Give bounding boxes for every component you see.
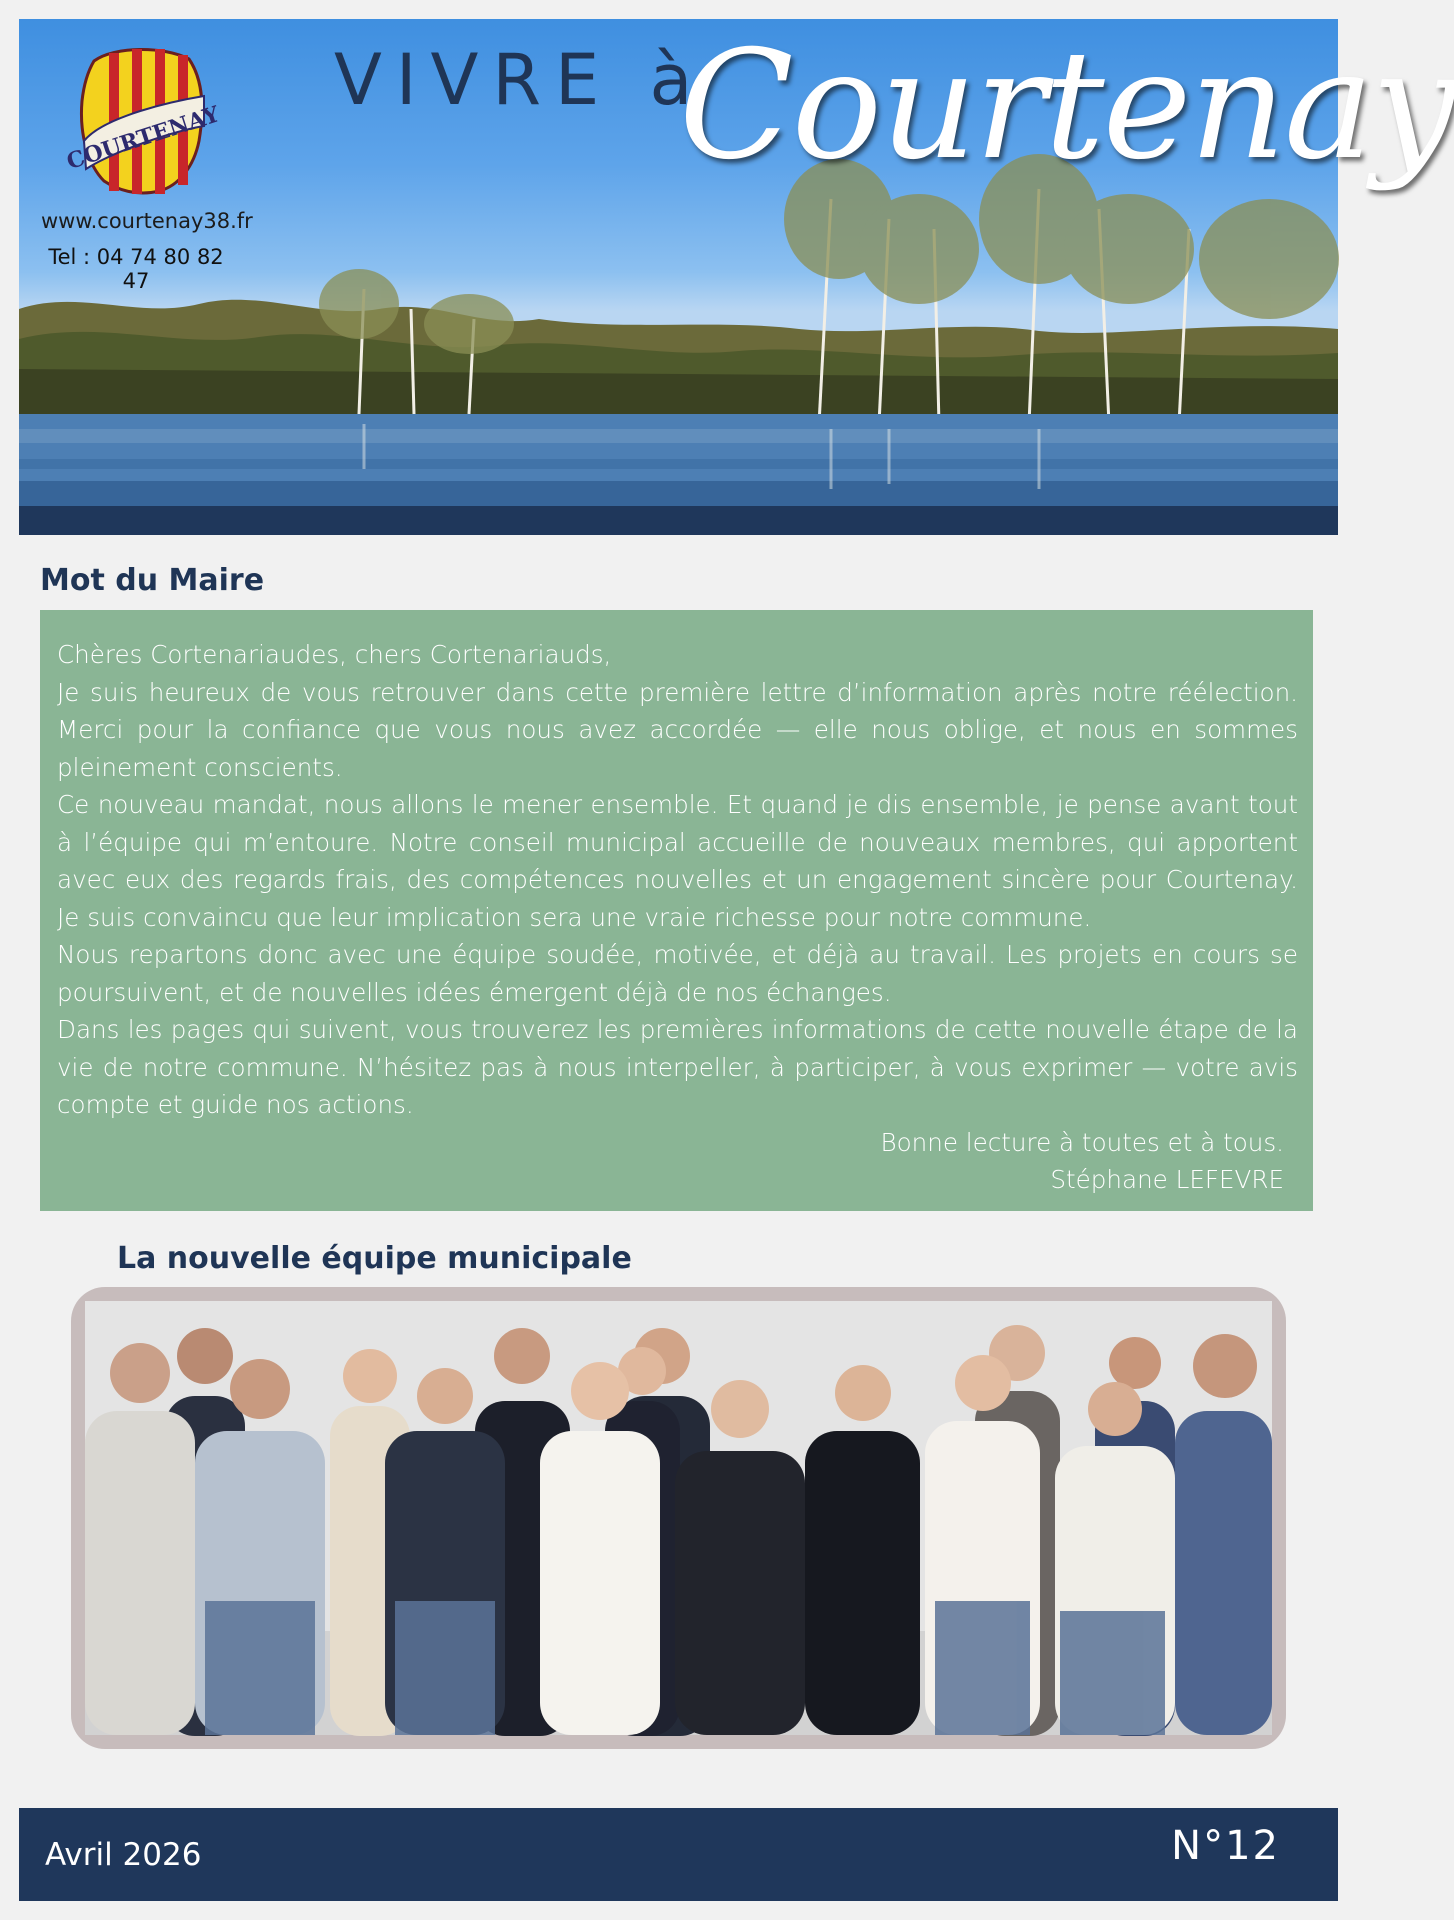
header-banner — [19, 19, 1454, 506]
crest-text: COURTENAY — [63, 101, 223, 176]
masthead-title: Courtenay — [679, 19, 1454, 193]
footer-bar — [19, 1808, 1338, 1901]
phone-number: Tel : 04 74 80 82 47 — [48, 245, 224, 293]
team-photo — [85, 1301, 1272, 1735]
paragraph: Je suis heureux de vous retrouver dans cette première lettre d’information après notre réélection. Merci pour la confiance que vous nous avez accordée — elle nous oblige, et nous en sommes pleinement conscients. — [57, 677, 1298, 782]
issue-date: Avril 2026 — [45, 1837, 202, 1873]
team-photo-frame — [71, 1287, 1286, 1749]
mot-du-maire-box — [40, 610, 1313, 1211]
courtenay-crest-logo — [63, 41, 223, 201]
equipe-heading: La nouvelle équipe municipale — [117, 1241, 632, 1276]
greeting: Chères Cortenariaudes, chers Cortenariauds, — [57, 640, 612, 669]
mot-du-maire-heading: Mot du Maire — [40, 563, 265, 598]
issue-number: N°12 — [1171, 1823, 1280, 1869]
paragraph: Ce nouveau mandat, nous allons le mener ensemble. Et quand je dis ensemble, je pense avant tout à l’équipe qui m’entoure. Notre conseil municipal accueille de nouveaux membres, qui apportent avec eux des regards frais, des compétences nouvelles et un engagement sincère pour Courtenay. Je suis convaincu que leur implication sera une vraie richesse pour notre commune. — [57, 790, 1298, 932]
paragraph: Nous repartons donc avec une équipe soudée, motivée, et déjà au travail. Les projets en cours se poursuivent, et de nouvelles idées émergent déjà de nos échanges. — [57, 940, 1298, 1007]
website-link[interactable]: www.courtenay38.fr — [41, 209, 253, 233]
closing-line: Bonne lecture à toutes et à tous. — [880, 1127, 1284, 1157]
masthead-prefix: VIVRE à — [334, 39, 707, 121]
team-group-photo-image — [85, 1301, 1272, 1735]
mayor-signature: Stéphane LEFEVRE — [1050, 1165, 1284, 1194]
header-divider-bar — [19, 506, 1338, 535]
paragraph: Dans les pages qui suivent, vous trouverez les premières informations de cette nouvelle étape de la vie de notre commune. N’hésitez pas à nous interpeller, à participer, à vous exprimer — votre avis compte et guide nos actions. — [57, 1015, 1298, 1119]
